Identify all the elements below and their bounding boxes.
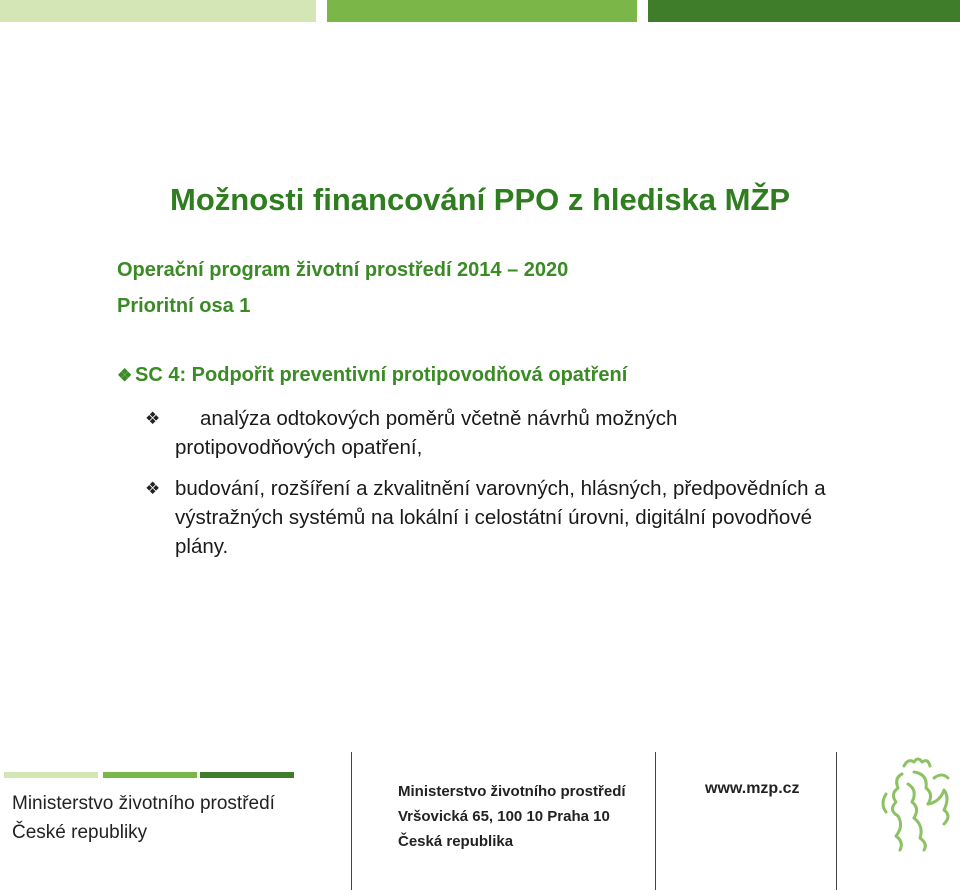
diamond-bullet-icon: ❖ [117, 366, 133, 385]
list-item [145, 474, 845, 561]
diamond-bullet-icon: ❖ [145, 479, 161, 498]
bottom-bar-mid [103, 772, 197, 778]
top-bar-mid [327, 0, 637, 22]
bottom-bar-dark [200, 772, 294, 778]
section-heading-text: SC 4: Podpořit preventivní protipovodňová opatření [135, 364, 628, 386]
czech-lion-emblem-icon [874, 754, 956, 854]
slide-title: Možnosti financování PPO z hlediska MŽP [170, 182, 791, 217]
diamond-bullet-icon: ❖ [145, 409, 161, 428]
address-line-1: Ministerstvo životního prostředí [398, 783, 626, 800]
logo-line-2: České republiky [12, 822, 148, 843]
list-item [145, 404, 845, 462]
address-block [398, 779, 626, 854]
divider [836, 752, 837, 890]
website-link[interactable]: www.mzp.cz [705, 780, 800, 797]
ministry-logo-text [12, 789, 275, 847]
bottom-bar-light [4, 772, 98, 778]
list-item-text-line1: analýza odtokových poměrů včetně návrhů možných [200, 407, 678, 430]
program-subtitle: Operační program životní prostředí 2014 – 2020 [117, 259, 569, 281]
address-line-2: Vršovická 65, 100 10 Praha 10 [398, 808, 610, 825]
top-bar-light [0, 0, 316, 22]
address-line-3: Česká republika [398, 833, 514, 850]
top-bar-dark [648, 0, 960, 22]
list-item-text-rest: protipovodňových opatření, [175, 436, 423, 459]
divider [655, 752, 656, 890]
priority-axis-subtitle: Prioritní osa 1 [117, 295, 251, 317]
logo-line-1: Ministerstvo životního prostředí [12, 793, 275, 814]
divider [351, 752, 352, 890]
list-item-text: budování, rozšíření a zkvalitnění varovných, hlásných, předpovědních a výstražných systémů na lokální i celostátní úrovni, digitální povodňové plány. [175, 477, 826, 558]
section-heading [117, 364, 627, 387]
